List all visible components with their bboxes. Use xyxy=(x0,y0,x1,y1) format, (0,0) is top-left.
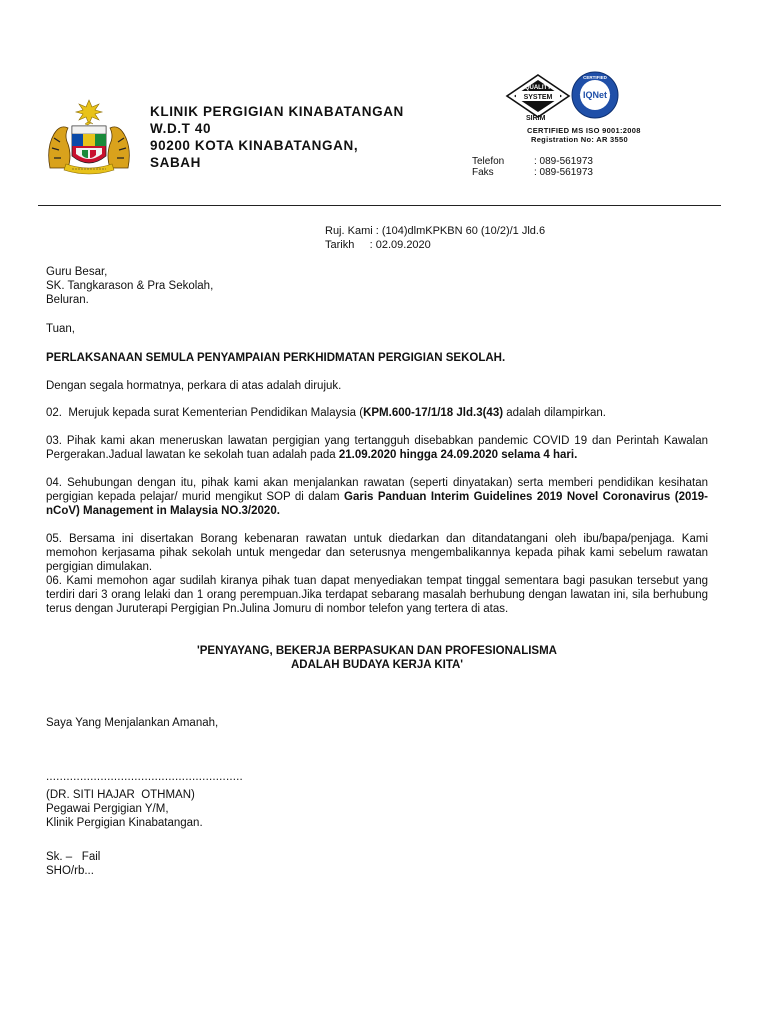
opening-line: Dengan segala hormatnya, perkara di atas adalah dirujuk. xyxy=(46,380,342,392)
paragraph-05: 05. Bersama ini disertakan Borang kebenaran rawatan untuk diedarkan dan ditandatangani oleh ibu/bapa/penjaga. Kami memohon kerjasama pihak sekolah untuk mengedar dan seterusnya mengembalikannya kepada pihak kami sebelum rawatan pergigian dimulakan. xyxy=(46,533,708,573)
paragraph-06: 06. Kami memohon agar sudilah kiranya pihak tuan dapat menyediakan tempat tinggal sementara bagi pasukan tersebut yang terdiri dari 3 orang lelaki dan 1 orang perempuan.Jika terdapat sebarang masalah berhubung dengan lawatan ini, sila berhubung terus dengan Juruterapi Pergigian Pn.Julina Jomuru di nombor telefon yang tertera di atas. xyxy=(46,575,708,615)
iqnet-logo xyxy=(570,70,620,120)
org-state: SABAH xyxy=(150,155,202,170)
paragraph-03: 03. Pihak kami akan meneruskan lawatan pergigian yang tertangguh disebabkan pandemic COVID 19 dan Perintah Kawalan Pergerakan.Jadual lawatan ke sekolah tuan adalah pada 21.09.2020 hingga 24.09.2020 selama 4 hari. xyxy=(46,435,708,461)
header-divider xyxy=(38,205,721,206)
recipient-place: Beluran. xyxy=(46,294,89,306)
signatory-org: Klinik Pergigian Kinabatangan. xyxy=(46,817,203,829)
quality-top-text: QUALITY xyxy=(524,85,552,91)
faks-value: : 089-561973 xyxy=(534,167,593,178)
recipient-title: Guru Besar, xyxy=(46,266,108,278)
recipient-school: SK. Tangkarason & Pra Sekolah, xyxy=(46,280,214,292)
closing-line: Saya Yang Menjalankan Amanah, xyxy=(46,717,219,729)
signature-dots: .......................................................... xyxy=(46,771,243,783)
signatory-name: (DR. SITI HAJAR OTHMAN) xyxy=(46,789,195,801)
cc-file: Sk. – Fail xyxy=(46,851,101,863)
coat-of-arms-logo xyxy=(42,98,136,180)
salutation: Tuan, xyxy=(46,323,75,335)
motto-line-2: ADALAH BUDAYA KERJA KITA' xyxy=(290,659,464,671)
quality-bottom-text: SYSTEM xyxy=(523,94,553,101)
paragraph-04: 04. Sehubungan dengan itu, pihak kami akan menjalankan rawatan (seperti dinyatakan) serta memberi pendidikan kesihatan pergigian kepada pelajar/ murid mengikut SOP di dalam Garis Panduan Interim Guidelines 2019 Novel Coronavirus (2019-nCoV) Management in Malaysia NO.3/2020. xyxy=(46,477,709,517)
org-code: W.D.T 40 xyxy=(150,121,212,136)
cert-iso: CERTIFIED MS ISO 9001:2008 xyxy=(527,126,641,135)
paragraph-02: 02. Merujuk kepada surat Kementerian Pendidikan Malaysia (KPM.600-17/1/18 Jld.3(43) adalah dilampirkan. xyxy=(46,407,606,419)
initials: SHO/rb... xyxy=(46,865,94,877)
cert-registration: Registration No: AR 3550 xyxy=(531,135,628,144)
telefon-label: Telefon xyxy=(472,156,505,167)
faks-label: Faks xyxy=(472,167,494,178)
org-name: KLINIK PERGIGIAN KINABATANGAN xyxy=(150,104,404,119)
motto-line-1: 'PENYAYANG, BEKERJA BERPASUKAN DAN PROFESIONALISMA xyxy=(197,645,557,657)
reference-number: Ruj. Kami : (104)dlmKPKBN 60 (10/2)/1 Jld.6 xyxy=(325,225,546,237)
telefon-value: : 089-561973 xyxy=(534,156,593,167)
signatory-title: Pegawai Pergigian Y/M, xyxy=(46,803,169,815)
org-address: 90200 KOTA KINABATANGAN, xyxy=(150,138,359,153)
iqnet-text: IQNet xyxy=(582,90,608,100)
letter-date: Tarikh : 02.09.2020 xyxy=(325,239,431,251)
subject-line: PERLAKSANAAN SEMULA PENYAMPAIAN PERKHIDMATAN PERGIGIAN SEKOLAH. xyxy=(46,352,506,364)
iqnet-ring-text: CERTIFIED xyxy=(583,75,607,80)
sirim-label: SIRIM xyxy=(526,115,546,122)
